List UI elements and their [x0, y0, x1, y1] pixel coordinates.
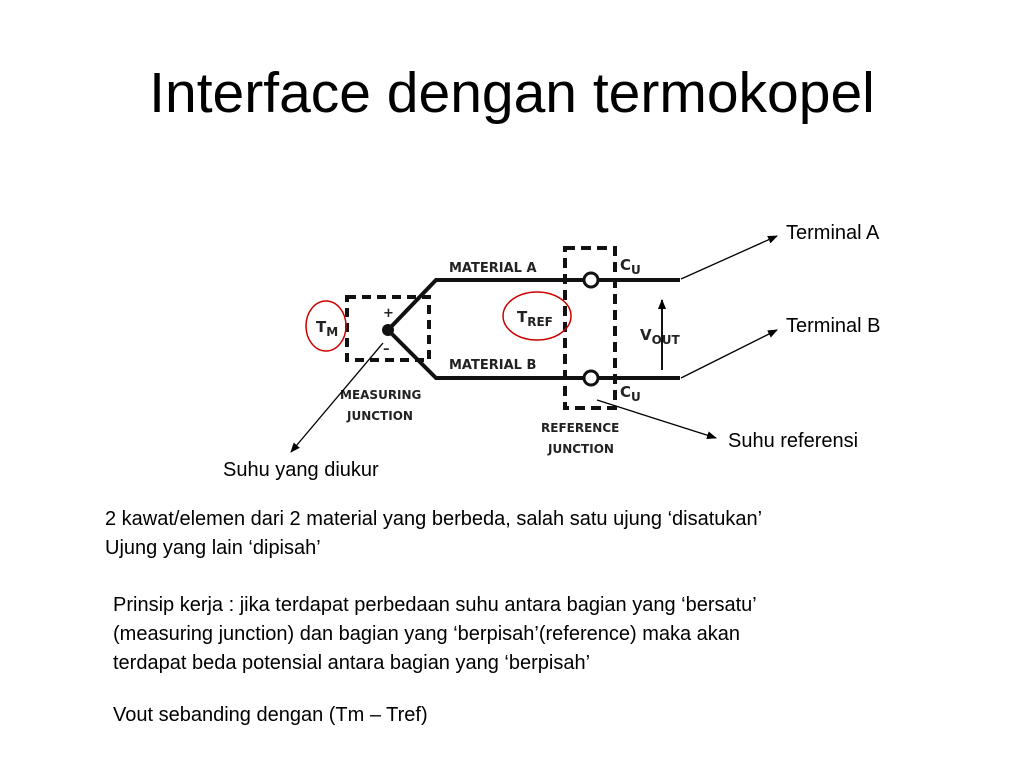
principle-line-1: Prinsip kerja : jika terdapat perbedaan suhu antara bagian yang ‘bersatu’ — [113, 594, 757, 616]
suhu-diukur-label: Suhu yang diukur — [223, 459, 379, 481]
plus-sign: + — [383, 306, 394, 321]
reference-junction-label-1: REFERENCE — [541, 421, 620, 435]
terminal-circle-bottom — [584, 371, 598, 385]
arrow-terminal-b — [681, 330, 777, 378]
principle-line-3: terdapat beda potensial antara bagian yang ‘berpisah’ — [113, 652, 591, 674]
material-b-label: MATERIAL B — [449, 358, 537, 373]
description-paragraph — [105, 505, 985, 563]
principle-line-2: (measuring junction) dan bagian yang ‘berpisah’(reference) maka akan — [113, 623, 741, 645]
terminal-b-label: Terminal B — [786, 315, 881, 337]
terminal-a-label: Terminal A — [786, 222, 880, 244]
measuring-junction-label-1: MEASURING — [340, 388, 422, 402]
arrow-terminal-a — [681, 236, 777, 279]
tref-label: $T_{REF}$ — [517, 308, 553, 329]
description-line-1: 2 kawat/elemen dari 2 material yang berbeda, salah satu ujung ‘disatukan’ — [105, 508, 763, 530]
tm-label: $T_M$ — [316, 318, 339, 339]
vout-label: $V_{OUT}$ — [640, 326, 680, 347]
terminal-circle-top — [584, 273, 598, 287]
vout-relation-paragraph — [113, 701, 983, 730]
material-a-label: MATERIAL A — [449, 261, 537, 276]
material-a-wire — [388, 280, 584, 330]
vout-relation-line: Vout sebanding dengan (Tm – Tref) — [113, 704, 428, 726]
principle-paragraph — [113, 591, 983, 678]
measuring-junction-dot — [382, 324, 394, 336]
slide-title: Interface dengan termokopel — [149, 61, 875, 125]
cu-bottom-label: $C_U$ — [620, 383, 641, 404]
reference-junction-label-2: JUNCTION — [548, 442, 614, 456]
suhu-referensi-label: Suhu referensi — [728, 430, 859, 452]
measuring-junction-label-2: JUNCTION — [347, 409, 413, 423]
description-line-2: Ujung yang lain ‘dipisah’ — [105, 537, 321, 559]
minus-sign: – — [383, 342, 390, 357]
cu-top-label: $C_U$ — [620, 256, 641, 277]
